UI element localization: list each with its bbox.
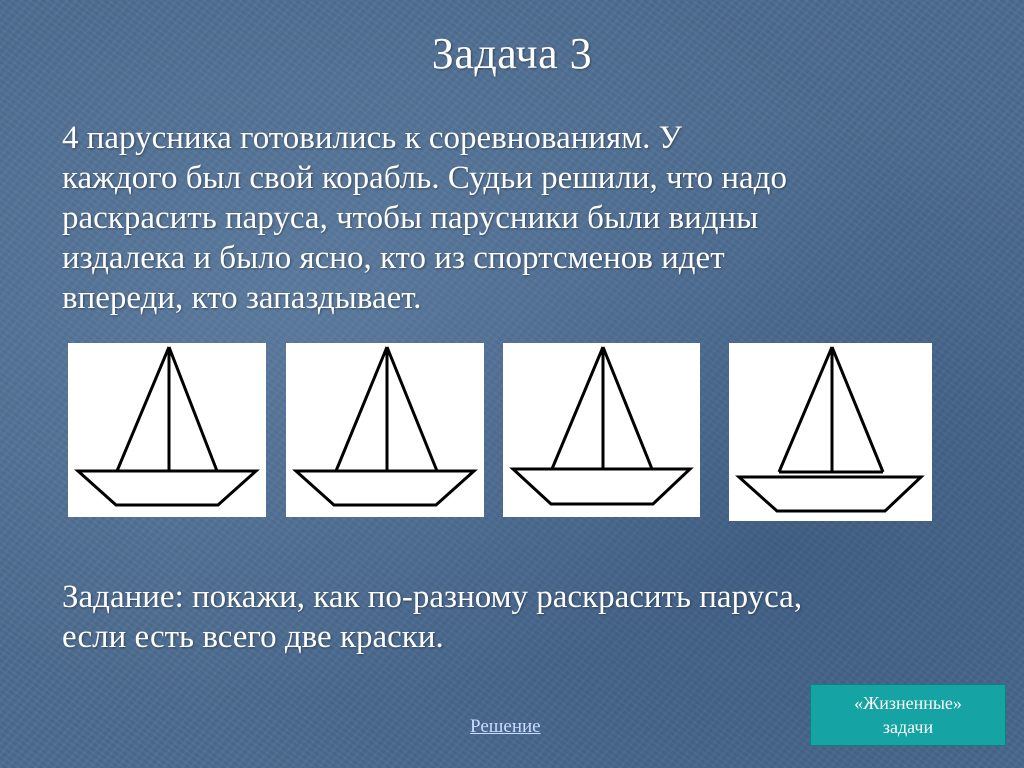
solution-link[interactable]: Решение bbox=[470, 716, 541, 737]
life-button-line2: задачи bbox=[882, 717, 934, 737]
problem-text bbox=[62, 118, 962, 318]
sailboat-2 bbox=[286, 343, 484, 517]
sailboat-drawing bbox=[286, 343, 484, 517]
problem-line: 4 парусника готовились к соревнованиям. У bbox=[62, 120, 682, 156]
sailboat-3 bbox=[503, 343, 700, 517]
sailboat-drawing bbox=[503, 343, 700, 517]
task-line: Задание: покажи, как по-разному раскрасить паруса, bbox=[62, 579, 803, 615]
sailboat-4 bbox=[729, 343, 932, 521]
problem-line: раскрасить паруса, чтобы парусники были видны bbox=[62, 200, 759, 236]
problem-line: каждого был свой корабль. Судьи решили, что надо bbox=[62, 160, 787, 196]
life-button-line1: «Жизненные» bbox=[854, 693, 962, 713]
sailboat-drawing bbox=[68, 343, 266, 517]
task-text bbox=[62, 577, 982, 657]
task-line: если есть всего две краски. bbox=[62, 619, 444, 655]
life-problems-button[interactable] bbox=[810, 684, 1006, 746]
sailboat-1 bbox=[68, 343, 266, 517]
problem-line: впереди, кто запаздывает. bbox=[62, 280, 422, 316]
sailboat-drawing bbox=[729, 343, 932, 521]
problem-line: издалека и было ясно, кто из спортсменов идет bbox=[62, 240, 725, 276]
slide-title: Задача 3 bbox=[431, 29, 593, 78]
